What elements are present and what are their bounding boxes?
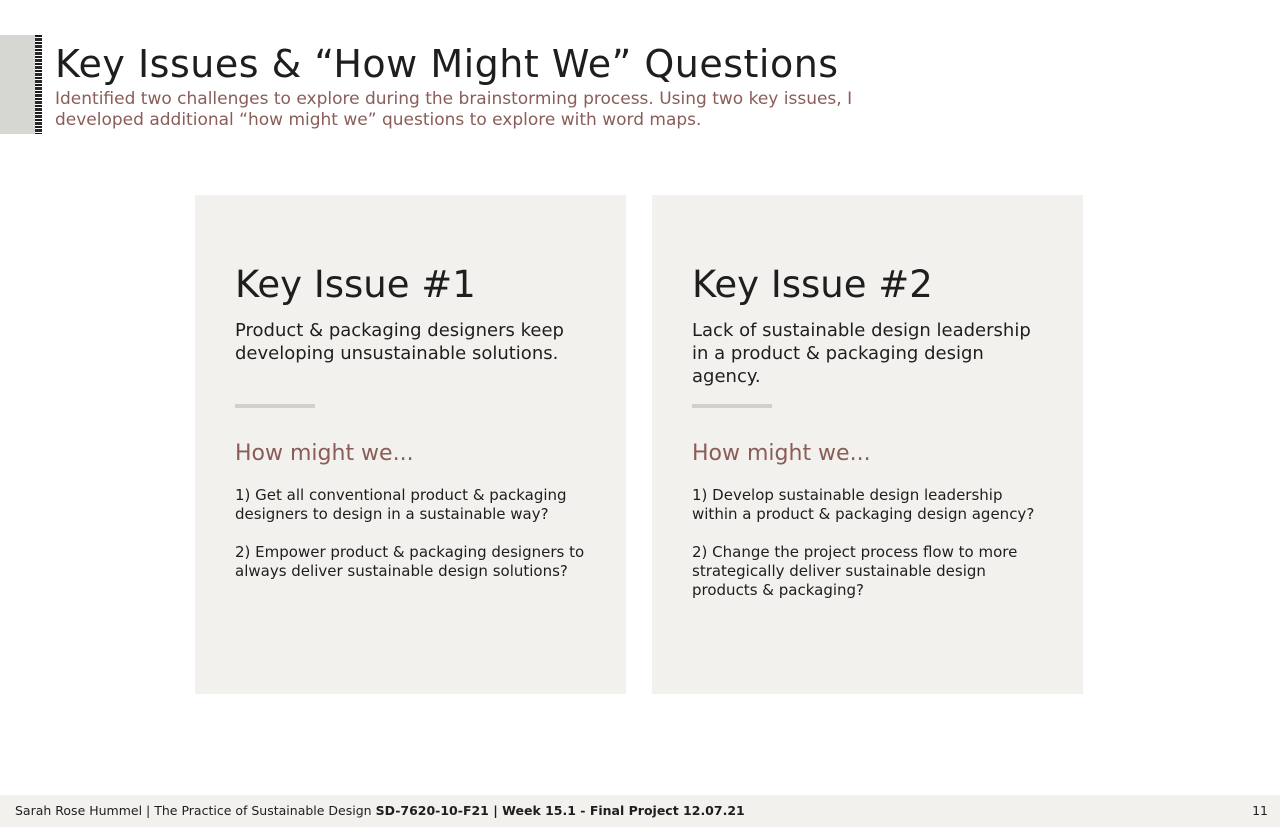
card-description: Product & packaging designers keep developing unsustainable solutions. (235, 320, 564, 364)
hmw-question-list (692, 486, 1047, 619)
decorative-pattern-strip (35, 35, 42, 134)
hmw-question: 2) Change the project process flow to more strategically deliver sustainable design products & packaging? (692, 543, 1018, 599)
page-number: 11 (1252, 803, 1268, 818)
hmw-question: 1) Develop sustainable design leadership within a product & packaging design agency? (692, 486, 1035, 523)
card-description: Lack of sustainable design leadership in a product & packaging design agency. (692, 320, 1031, 387)
hmw-heading: How might we... (235, 441, 414, 466)
hmw-question: 2) Empower product & packaging designers to always deliver sustainable design solutions? (235, 543, 585, 580)
page-title: Key Issues & “How Might We” Questions (55, 42, 839, 86)
key-issue-card-2 (652, 195, 1083, 694)
accent-block (0, 35, 36, 134)
footer (0, 795, 1280, 827)
key-issue-card-1 (195, 195, 626, 694)
hmw-heading: How might we... (692, 441, 871, 466)
hmw-question: 1) Get all conventional product & packaging designers to design in a sustainable way? (235, 486, 567, 523)
footer-course-info: SD-7620-10-F21 | Week 15.1 - Final Project 12.07.21 (375, 803, 745, 818)
footer-credits (15, 803, 745, 818)
card-title: Key Issue #1 (235, 263, 476, 306)
card-divider (235, 404, 315, 408)
page-subtitle: Identified two challenges to explore during the brainstorming process. Using two key issues, I developed additional “how might we” questions to explore with word maps. (55, 89, 853, 130)
card-title: Key Issue #2 (692, 263, 933, 306)
footer-author-course: Sarah Rose Hummel | The Practice of Sustainable Design (15, 803, 372, 818)
card-divider (692, 404, 772, 408)
hmw-question-list (235, 486, 590, 600)
